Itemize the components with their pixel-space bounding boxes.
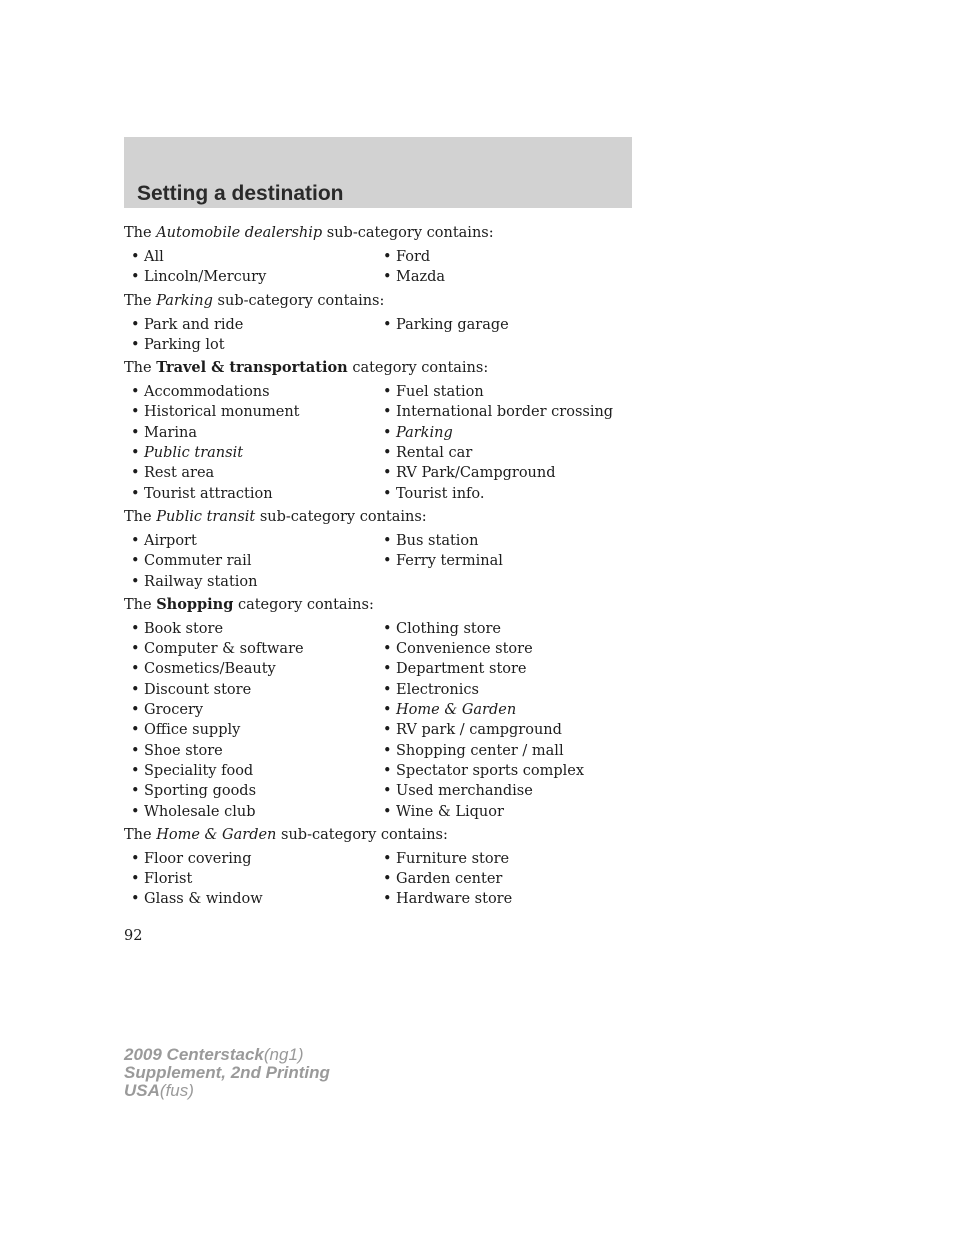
list-item [383, 423, 453, 443]
list-item-label: Rest area [144, 465, 215, 482]
bullet-icon: • [131, 803, 140, 820]
list-item [383, 639, 533, 659]
list-item-label: Furniture store [396, 850, 510, 867]
list-item-label: Marina [144, 424, 198, 441]
list-item [131, 572, 257, 592]
footer-print-info [124, 1046, 330, 1100]
list-item-label: Railway station [144, 573, 258, 590]
list-item [131, 443, 243, 463]
list-item-label: Park and ride [144, 316, 244, 333]
bullet-icon: • [131, 871, 140, 888]
bullet-icon: • [383, 702, 392, 719]
list-item-label: Airport [144, 532, 197, 549]
bullet-icon: • [131, 891, 140, 908]
bullet-icon: • [383, 661, 392, 678]
list-item-label: Public transit [144, 445, 244, 462]
intro-term: Shopping [156, 595, 234, 613]
list-item [131, 267, 266, 287]
list-item [383, 849, 509, 869]
list-item-label: Convenience store [396, 641, 533, 658]
list-item-label: Tourist info. [396, 485, 485, 502]
bullet-icon: • [383, 620, 392, 637]
list-item-label: Clothing store [396, 620, 502, 637]
bullet-icon: • [383, 681, 392, 698]
bullet-icon: • [383, 553, 392, 570]
list-item-label: Computer & software [144, 641, 304, 658]
list-item-label: Tourist attraction [144, 485, 273, 502]
bullet-list [124, 531, 644, 592]
list-item [131, 531, 197, 551]
footer-line-1 [124, 1046, 330, 1064]
list-item-label: Florist [144, 871, 193, 888]
intro-suffix: category contains: [347, 360, 489, 377]
bullet-icon: • [131, 783, 140, 800]
footer-market-code: (fus) [159, 1081, 194, 1100]
list-item-label: Cosmetics/Beauty [144, 661, 276, 678]
list-item-label: Rental car [396, 445, 473, 462]
list-item-label: Home & Garden [396, 702, 517, 719]
list-item [383, 781, 533, 801]
list-item-label: Parking lot [144, 336, 225, 353]
list-item-label: Office supply [144, 722, 241, 739]
intro-prefix: The [124, 225, 157, 241]
bullet-icon: • [131, 404, 140, 421]
list-item-label: Wine & Liquor [396, 803, 504, 820]
bullet-icon: • [383, 404, 392, 421]
intro-prefix: The [124, 292, 157, 309]
intro-suffix: category contains: [233, 596, 374, 613]
list-item-label: Wholesale club [144, 803, 256, 820]
list-item-label: Mazda [396, 269, 446, 286]
bullet-icon: • [131, 445, 140, 462]
list-item [131, 335, 225, 355]
list-item-label: Floor covering [144, 850, 252, 867]
list-item [383, 402, 613, 422]
bullet-icon: • [131, 269, 140, 286]
bullet-icon: • [131, 641, 140, 658]
section-header-title: Setting a destination [137, 182, 344, 205]
bullet-list [124, 849, 644, 910]
footer-market: USA [124, 1081, 160, 1100]
bullet-icon: • [383, 871, 392, 888]
list-item-label: Speciality food [144, 762, 254, 779]
bullet-icon: • [383, 269, 392, 286]
list-item [383, 720, 562, 740]
list-item [383, 761, 584, 781]
list-item [131, 315, 243, 335]
list-item [131, 423, 197, 443]
bullet-icon: • [383, 762, 392, 779]
list-item [383, 889, 512, 909]
list-item-label: RV park / campground [396, 722, 562, 739]
bullet-icon: • [131, 424, 140, 441]
bullet-icon: • [383, 532, 392, 549]
intro-term: Parking [156, 292, 213, 309]
list-item-label: Bus station [396, 532, 479, 549]
list-item [131, 619, 223, 639]
list-item [131, 889, 263, 909]
list-item-label: Shopping center / mall [396, 742, 564, 759]
list-item [131, 761, 253, 781]
list-item-label: Accommodations [144, 384, 270, 401]
bullet-icon: • [131, 742, 140, 759]
list-item [131, 382, 270, 402]
intro-suffix: sub-category contains: [212, 292, 385, 309]
intro-prefix: The [124, 826, 157, 843]
bullet-icon: • [383, 316, 392, 333]
list-item-label: Grocery [144, 702, 204, 719]
list-item-label: Spectator sports complex [396, 762, 585, 779]
bullet-icon: • [131, 722, 140, 739]
section-intro [124, 824, 644, 846]
footer-line-3 [124, 1082, 330, 1100]
bullet-icon: • [131, 485, 140, 502]
list-item [131, 639, 304, 659]
list-item [131, 741, 223, 761]
intro-term: Public transit [156, 508, 256, 525]
list-item-label: Department store [396, 661, 527, 678]
list-item [383, 802, 504, 822]
list-item [383, 659, 527, 679]
bullet-icon: • [131, 681, 140, 698]
list-item [131, 869, 192, 889]
list-item-label: Lincoln/Mercury [144, 269, 267, 286]
list-item [383, 741, 564, 761]
list-item-label: Used merchandise [396, 783, 533, 800]
footer-printing: Supplement, 2nd Printing [124, 1063, 330, 1082]
list-item [131, 720, 240, 740]
list-item-label: Garden center [396, 871, 503, 888]
intro-suffix: sub-category contains: [255, 508, 427, 525]
list-item-label: Sporting goods [144, 783, 257, 800]
list-item-label: RV Park/Campground [396, 465, 556, 482]
bullet-list [124, 619, 644, 822]
list-item [383, 443, 472, 463]
list-item [131, 849, 252, 869]
bullet-icon: • [383, 722, 392, 739]
list-item-label: Fuel station [396, 384, 484, 401]
list-item-label: Shoe store [144, 742, 223, 759]
list-item [383, 700, 516, 720]
section-intro [124, 222, 644, 244]
list-item [131, 659, 276, 679]
list-item-label: Book store [144, 620, 224, 637]
list-item [131, 781, 256, 801]
list-item-label: Commuter rail [144, 553, 252, 570]
list-item [131, 680, 251, 700]
bullet-list [124, 382, 644, 504]
list-item [131, 551, 251, 571]
list-item-label: Parking garage [396, 316, 509, 333]
bullet-icon: • [383, 742, 392, 759]
list-item-label: Parking [396, 424, 453, 441]
bullet-icon: • [131, 336, 140, 353]
list-item [383, 531, 479, 551]
footer-line-2 [124, 1064, 330, 1082]
bullet-icon: • [131, 532, 140, 549]
intro-term: Automobile dealership [156, 225, 323, 241]
section-intro [124, 290, 644, 312]
list-item [383, 315, 509, 335]
bullet-icon: • [131, 661, 140, 678]
list-item-label: All [144, 249, 164, 265]
bullet-icon: • [383, 249, 392, 265]
list-item [383, 484, 485, 504]
list-item [131, 247, 164, 267]
list-item-label: Hardware store [396, 891, 513, 908]
page-number: 92 [124, 928, 143, 944]
bullet-icon: • [131, 620, 140, 637]
bullet-icon: • [131, 573, 140, 590]
list-item [383, 680, 479, 700]
footer-edition: 2009 Centerstack [124, 1045, 264, 1064]
bullet-icon: • [131, 850, 140, 867]
list-item [131, 484, 273, 504]
list-item [383, 869, 502, 889]
list-item-label: Electronics [396, 681, 479, 698]
intro-suffix: sub-category contains: [322, 225, 494, 241]
bullet-icon: • [131, 762, 140, 779]
intro-term: Travel & transportation [156, 359, 348, 377]
intro-suffix: sub-category contains: [276, 826, 448, 843]
bullet-icon: • [383, 783, 392, 800]
page-content [124, 222, 644, 912]
list-item-label: International border crossing [396, 404, 614, 421]
bullet-list [124, 247, 644, 288]
list-item [131, 402, 300, 422]
list-item [131, 802, 255, 822]
list-item-label: Ford [396, 249, 431, 265]
bullet-icon: • [383, 424, 392, 441]
bullet-icon: • [383, 641, 392, 658]
bullet-icon: • [383, 850, 392, 867]
bullet-icon: • [131, 553, 140, 570]
footer-edition-code: (ng1) [263, 1045, 304, 1064]
bullet-icon: • [131, 249, 140, 265]
bullet-icon: • [383, 891, 392, 908]
list-item [131, 463, 214, 483]
bullet-icon: • [383, 485, 392, 502]
list-item-label: Discount store [144, 681, 252, 698]
intro-prefix: The [124, 508, 157, 525]
section-intro [124, 506, 644, 528]
list-item-label: Ferry terminal [396, 553, 503, 570]
bullet-icon: • [383, 384, 392, 401]
list-item-label: Glass & window [144, 891, 263, 908]
list-item [383, 463, 556, 483]
intro-prefix: The [124, 360, 157, 377]
bullet-list [124, 315, 644, 356]
list-item [383, 382, 484, 402]
bullet-icon: • [131, 465, 140, 482]
section-intro [124, 357, 644, 379]
list-item [383, 619, 501, 639]
list-item [131, 700, 203, 720]
list-item-label: Historical monument [144, 404, 300, 421]
bullet-icon: • [383, 465, 392, 482]
bullet-icon: • [383, 803, 392, 820]
bullet-icon: • [131, 316, 140, 333]
list-item [383, 551, 503, 571]
bullet-icon: • [131, 384, 140, 401]
list-item [383, 247, 430, 267]
intro-prefix: The [124, 596, 157, 613]
bullet-icon: • [383, 445, 392, 462]
bullet-icon: • [131, 702, 140, 719]
section-intro [124, 594, 644, 616]
list-item [383, 267, 445, 287]
intro-term: Home & Garden [156, 826, 277, 843]
